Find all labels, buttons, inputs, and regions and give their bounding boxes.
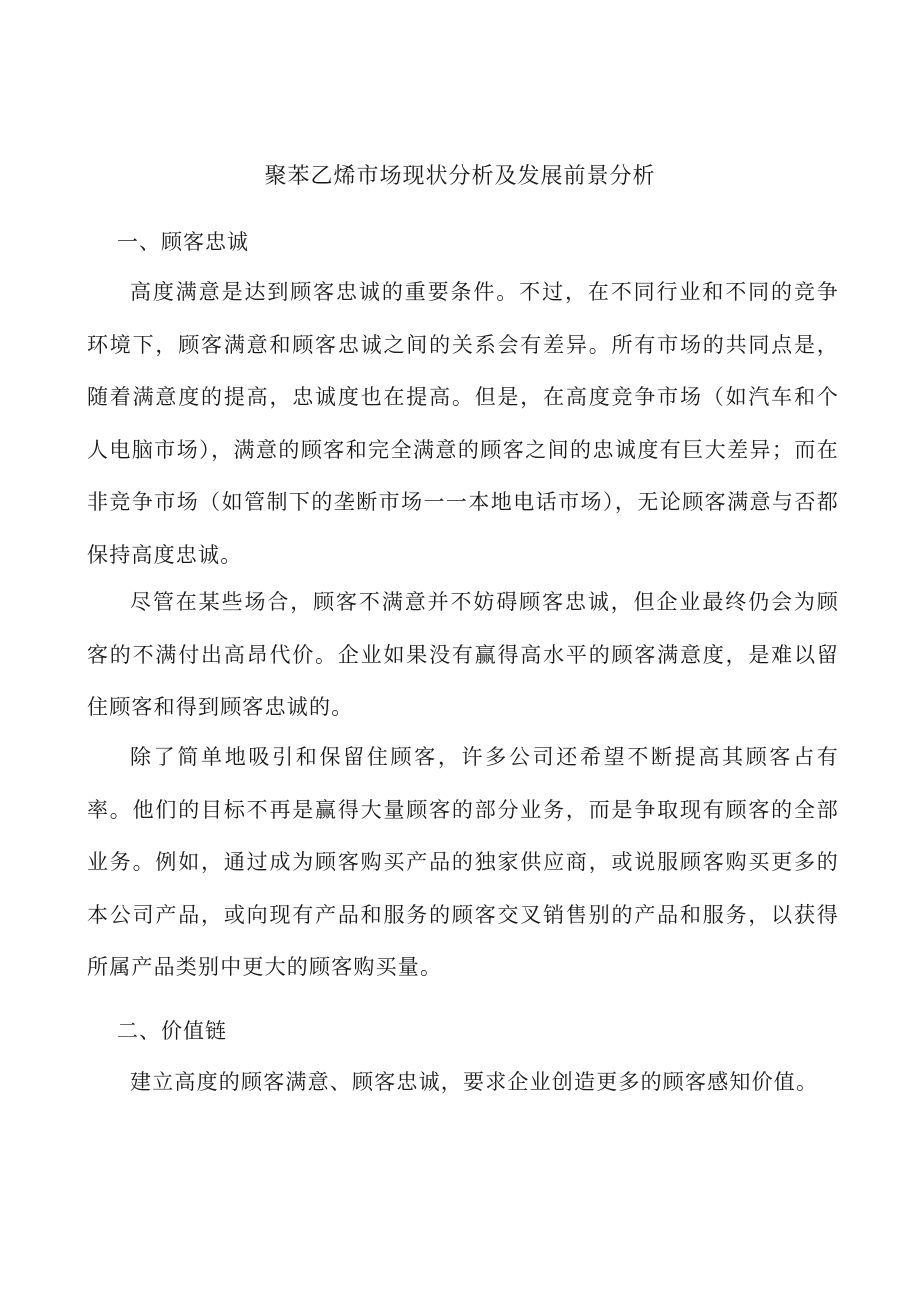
paragraph: 建立高度的顾客满意、顾客忠诚，要求企业创造更多的顾客感知价值。 <box>130 1070 819 1094</box>
paragraph: 除了简单地吸引和保留住顾客，许多公司还希望不断提高其顾客占有率。他们的目标不再是赢得大量顾客的部分业务，而是争取现有顾客的全部业务。例如，通过成为顾客购买产品的独家供应商，或说服顾客购买更多的本公司产品，或向现有产品和服务的顾客交叉销售别的产品和服务，以获得所属产品类别中更大的顾客购买量。 <box>87 745 839 979</box>
paragraph: 高度满意是达到顾客忠诚的重要条件。不过，在不同行业和不同的竞争环境下，顾客满意和顾客忠诚之间的关系会有差异。所有市场的共同点是，随着满意度的提高，忠诚度也在提高。但是，在高度竞争市场（如汽车和个人电脑市场），满意的顾客和完全满意的顾客之间的忠诚度有巨大差异；而在非竞争市场（如管制下的垄断市场一一本地电话市场），无论顾客满意与否都保持高度忠诚。 <box>87 280 839 567</box>
section-heading-value-chain: 二、价值链 <box>117 1019 227 1043</box>
paragraph: 尽管在某些场合，顾客不满意并不妨碍顾客忠诚，但企业最终仍会为顾客的不满付出高昂代价。企业如果没有赢得高水平的顾客满意度，是难以留住顾客和得到顾客忠诚的。 <box>87 590 839 719</box>
document-title: 聚苯乙烯市场现状分析及发展前景分析 <box>264 164 656 189</box>
section-heading-customer-loyalty: 一、顾客忠诚 <box>117 230 249 254</box>
